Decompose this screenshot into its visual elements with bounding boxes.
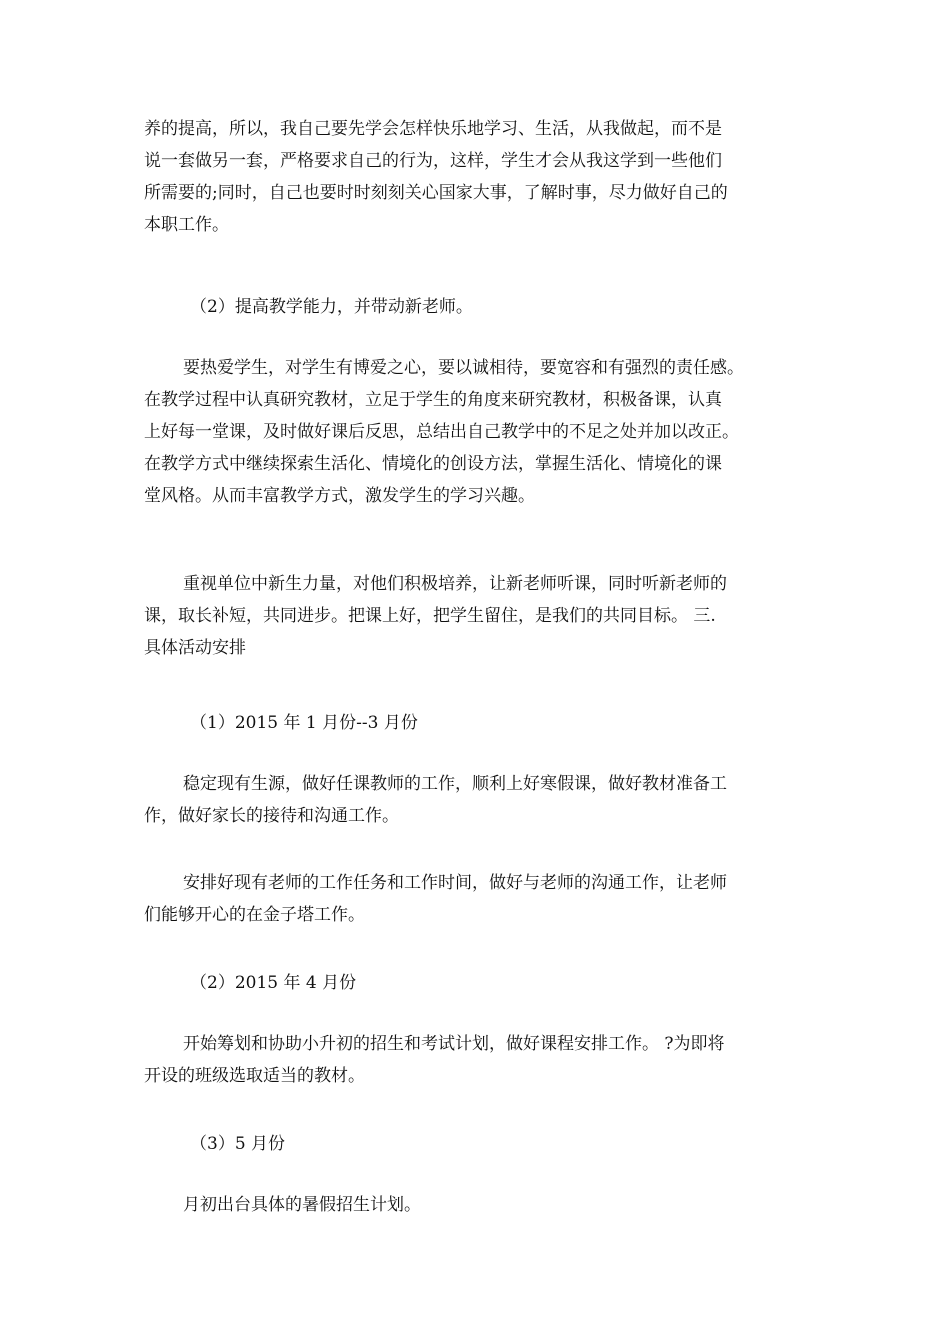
text-line: 安排好现有老师的工作任务和工作时间，做好与老师的沟通工作，让老师 [183, 873, 727, 893]
section-heading-teaching-ability [144, 291, 812, 323]
text-line: （3）5 月份 [190, 1134, 286, 1154]
paragraph-summer-plan [144, 1189, 812, 1221]
paragraph-self-improvement [144, 113, 812, 241]
text-line: 本职工作。 [144, 215, 229, 235]
text-line: 养的提高，所以，我自己要先学会怎样快乐地学习、生活，从我做起，而不是 [144, 119, 722, 139]
text-line: 在教学过程中认真研究教材，立足于学生的角度来研究教材，积极备课，认真 [144, 390, 722, 410]
text-line: （1）2015 年 1 月份--3 月份 [190, 713, 418, 733]
text-line: 上好每一堂课，及时做好课后反思，总结出自己教学中的不足之处并加以改正。 [144, 422, 739, 442]
text-line: 开设的班级选取适当的教材。 [144, 1066, 365, 1086]
paragraph-stabilize-students [144, 768, 812, 832]
text-line: 们能够开心的在金子塔工作。 [144, 905, 365, 925]
paragraph-love-students [144, 352, 812, 512]
text-line: 堂风格。从而丰富教学方式，激发学生的学习兴趣。 [144, 486, 535, 506]
text-line: 在教学方式中继续探索生活化、情境化的创设方法，掌握生活化、情境化的课 [144, 454, 722, 474]
text-line: 课，取长补短，共同进步。把课上好，把学生留住，是我们的共同目标。 三. [144, 606, 716, 626]
section-heading-jan-mar [144, 707, 812, 739]
paragraph-enrollment-plan [144, 1028, 812, 1092]
section-heading-may [144, 1128, 812, 1160]
paragraph-new-teachers [144, 568, 812, 664]
text-line: 要热爱学生，对学生有博爱之心，要以诚相待，要宽容和有强烈的责任感。 [183, 358, 744, 378]
text-line: （2）提高教学能力，并带动新老师。 [190, 297, 473, 317]
text-line: 重视单位中新生力量，对他们积极培养，让新老师听课，同时听新老师的 [183, 574, 727, 594]
paragraph-arrange-teachers [144, 867, 812, 931]
text-line: （2）2015 年 4 月份 [190, 973, 357, 993]
text-line: 稳定现有生源，做好任课教师的工作，顺利上好寒假课，做好教材准备工 [183, 774, 727, 794]
section-heading-april [144, 967, 812, 999]
text-line: 作，做好家长的接待和沟通工作。 [144, 806, 399, 826]
text-line: 说一套做另一套，严格要求自己的行为，这样，学生才会从我这学到一些他们 [144, 151, 722, 171]
text-line: 月初出台具体的暑假招生计划。 [183, 1195, 421, 1215]
text-line: 所需要的;同时，自己也要时时刻刻关心国家大事，了解时事，尽力做好自己的 [144, 183, 728, 203]
text-line: 具体活动安排 [144, 638, 246, 658]
text-line: 开始筹划和协助小升初的招生和考试计划，做好课程安排工作。 ?为即将 [183, 1034, 725, 1054]
